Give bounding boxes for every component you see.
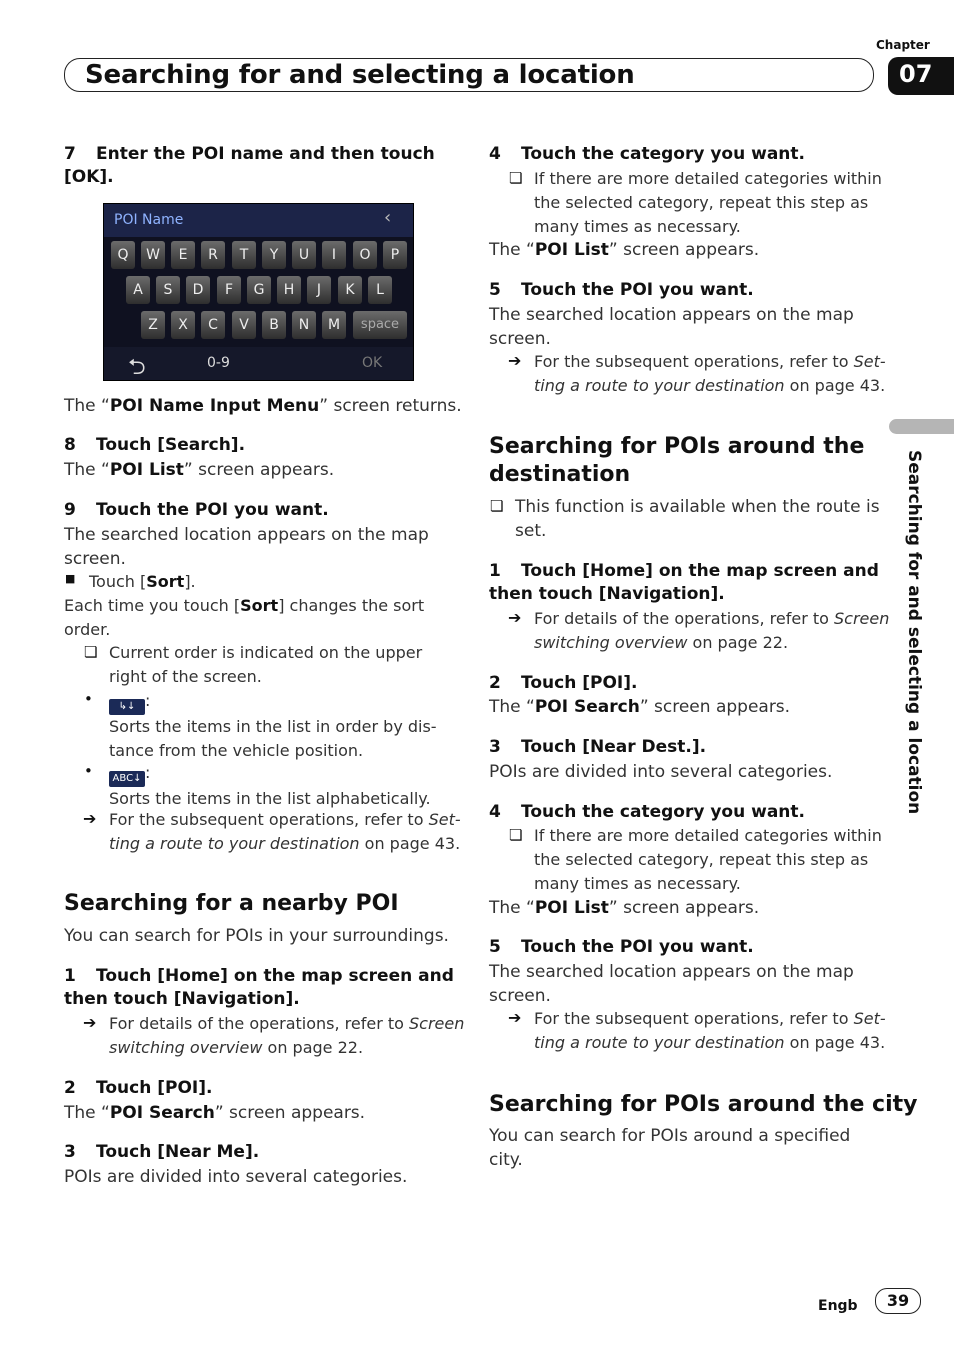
side-tab-marker [889, 419, 954, 434]
key: N [292, 311, 316, 339]
dest-step-4: 4 Touch the category you want. [489, 802, 805, 822]
key: B [262, 311, 286, 339]
key: O [353, 241, 377, 269]
key: J [307, 276, 331, 304]
key: Z [141, 311, 165, 339]
key: P [383, 241, 407, 269]
distance-sort-item: ↳↓ : Sorts the items in the list in order by dis- tance from the vehicle position. [109, 691, 437, 760]
key: R [201, 241, 225, 269]
bullet-dot-icon: • [84, 762, 93, 780]
key: V [232, 311, 256, 339]
nearby-step-1-ref: For details of the operations, refer to Screen switching overview on page 22. [109, 1014, 465, 1057]
page-title: Searching for and selecting a location [85, 60, 635, 90]
city-intro: You can search for POIs around a specified city. [489, 1126, 851, 1170]
right-step-5-ref: For the subsequent operations, refer to Set- ting a route to your destination on page 43. [534, 352, 886, 395]
destination-availability-note: This function is available when the route is set. [515, 497, 880, 541]
step-8: 8 Touch [Search]. [64, 435, 246, 455]
dest-step-3: 3 Touch [Near Dest.]. [489, 737, 707, 757]
checkbox-note-icon: ❏ [84, 643, 98, 661]
alphabetical-sort-icon: ABC↓ [109, 771, 145, 787]
chevron-left-icon: ‹ [384, 207, 392, 228]
heading-nearby-poi: Searching for a nearby POI [64, 891, 399, 916]
step-9-body: The searched location appears on the map screen. [64, 525, 429, 569]
nearby-step-3-body: POIs are divided into several categories. [64, 1167, 408, 1187]
keyboard-title-bar [104, 204, 413, 237]
heading-around-destination: Searching for POIs around the destination [489, 434, 865, 487]
nearby-intro: You can search for POIs in your surroundings. [64, 926, 449, 946]
current-order-note: Current order is indicated on the upper right of the screen. [109, 643, 423, 686]
alpha-sort-item: ABC↓ : Sorts the items in the list alphabetically. [109, 763, 431, 808]
chapter-badge [888, 57, 954, 95]
key: F [217, 276, 241, 304]
distance-sort-icon: ↳↓ [109, 699, 145, 715]
sort-each-time: Each time you touch [Sort] changes the sort order. [64, 596, 425, 639]
key: T [232, 241, 256, 269]
bullet-dot-icon: • [84, 690, 93, 708]
checkbox-note-icon: ❏ [509, 169, 523, 187]
dest-step-5-body: The searched location appears on the map screen. [489, 962, 854, 1006]
dest-step-1: 1 Touch [Home] on the map screen and then touch [Navigation]. [489, 561, 879, 604]
key: C [201, 311, 225, 339]
dest-step-1-ref: For details of the operations, refer to Screen switching overview on page 22. [534, 609, 890, 652]
dest-step-3-body: POIs are divided into several categories. [489, 762, 833, 782]
return-arrow-icon: ⮌ [128, 355, 146, 380]
dest-step-5-ref: For the subsequent operations, refer to Set- ting a route to your destination on page 43. [534, 1009, 886, 1052]
arrow-reference-icon: ➔ [508, 1008, 522, 1027]
key: E [171, 241, 195, 269]
key: A [126, 276, 150, 304]
right-step-5: 5 Touch the POI you want. [489, 280, 754, 300]
step-8-result: The “POI List” screen appears. [64, 460, 335, 480]
checkbox-note-icon: ❏ [490, 497, 504, 515]
ok-key: OK [362, 355, 383, 371]
keyboard-title: POI Name [114, 212, 184, 228]
key: U [292, 241, 316, 269]
dest-step-4-note: If there are more detailed categories within the selected category, repeat this step as many times as necessary. [534, 826, 882, 893]
step-9: 9 Touch the POI you want. [64, 500, 329, 520]
language-code: Engb [818, 1298, 858, 1314]
right-step-4: 4 Touch the category you want. [489, 144, 805, 164]
key: X [171, 311, 195, 339]
dest-step-4-result: The “POI List” screen appears. [489, 898, 760, 918]
sort-instruction: Touch [Sort]. [89, 572, 196, 591]
numbers-key: 0-9 [207, 355, 230, 371]
arrow-reference-icon: ➔ [508, 351, 522, 370]
nearby-step-2: 2 Touch [POI]. [64, 1078, 213, 1098]
title-frame [64, 58, 874, 92]
key: D [186, 276, 210, 304]
arrow-reference-icon: ➔ [83, 809, 97, 828]
side-tab-label: Searching for and selecting a location [904, 450, 924, 815]
right-step-4-result: The “POI List” screen appears. [489, 240, 760, 260]
dest-step-2-result: The “POI Search” screen appears. [489, 697, 791, 717]
subsequent-ops-ref: For the subsequent operations, refer to Set- ting a route to your destination on page 43. [109, 810, 461, 853]
returns-text: The “POI Name Input Menu” screen returns. [64, 396, 462, 416]
key: G [247, 276, 271, 304]
poi-name-keyboard-screenshot [103, 203, 414, 381]
space-key: space [353, 311, 407, 339]
key: H [277, 276, 301, 304]
key: M [322, 311, 346, 339]
key: S [156, 276, 180, 304]
key: Q [111, 241, 135, 269]
key: Y [262, 241, 286, 269]
key: L [368, 276, 392, 304]
checkbox-note-icon: ❏ [509, 826, 523, 844]
dest-step-2: 2 Touch [POI]. [489, 673, 638, 693]
bullet-square-icon: ■ [65, 572, 76, 585]
key: I [322, 241, 346, 269]
chapter-label: Chapter [876, 38, 930, 52]
keyboard-bottom-bar [104, 347, 413, 380]
nearby-step-3: 3 Touch [Near Me]. [64, 1142, 260, 1162]
arrow-reference-icon: ➔ [83, 1013, 97, 1032]
step-7: 7 Enter the POI name and then touch [OK]. [64, 144, 435, 187]
heading-around-city: Searching for POIs around the city [489, 1092, 918, 1117]
right-step-5-body: The searched location appears on the map screen. [489, 305, 854, 349]
page-number: 39 [875, 1288, 921, 1314]
nearby-step-1: 1 Touch [Home] on the map screen and then touch [Navigation]. [64, 966, 454, 1009]
right-step-4-note: If there are more detailed categories within the selected category, repeat this step as many times as necessary. [534, 169, 882, 236]
arrow-reference-icon: ➔ [508, 608, 522, 627]
key: W [141, 241, 165, 269]
nearby-step-2-result: The “POI Search” screen appears. [64, 1103, 366, 1123]
chapter-number: 07 [899, 60, 933, 88]
dest-step-5: 5 Touch the POI you want. [489, 937, 754, 957]
key: K [338, 276, 362, 304]
